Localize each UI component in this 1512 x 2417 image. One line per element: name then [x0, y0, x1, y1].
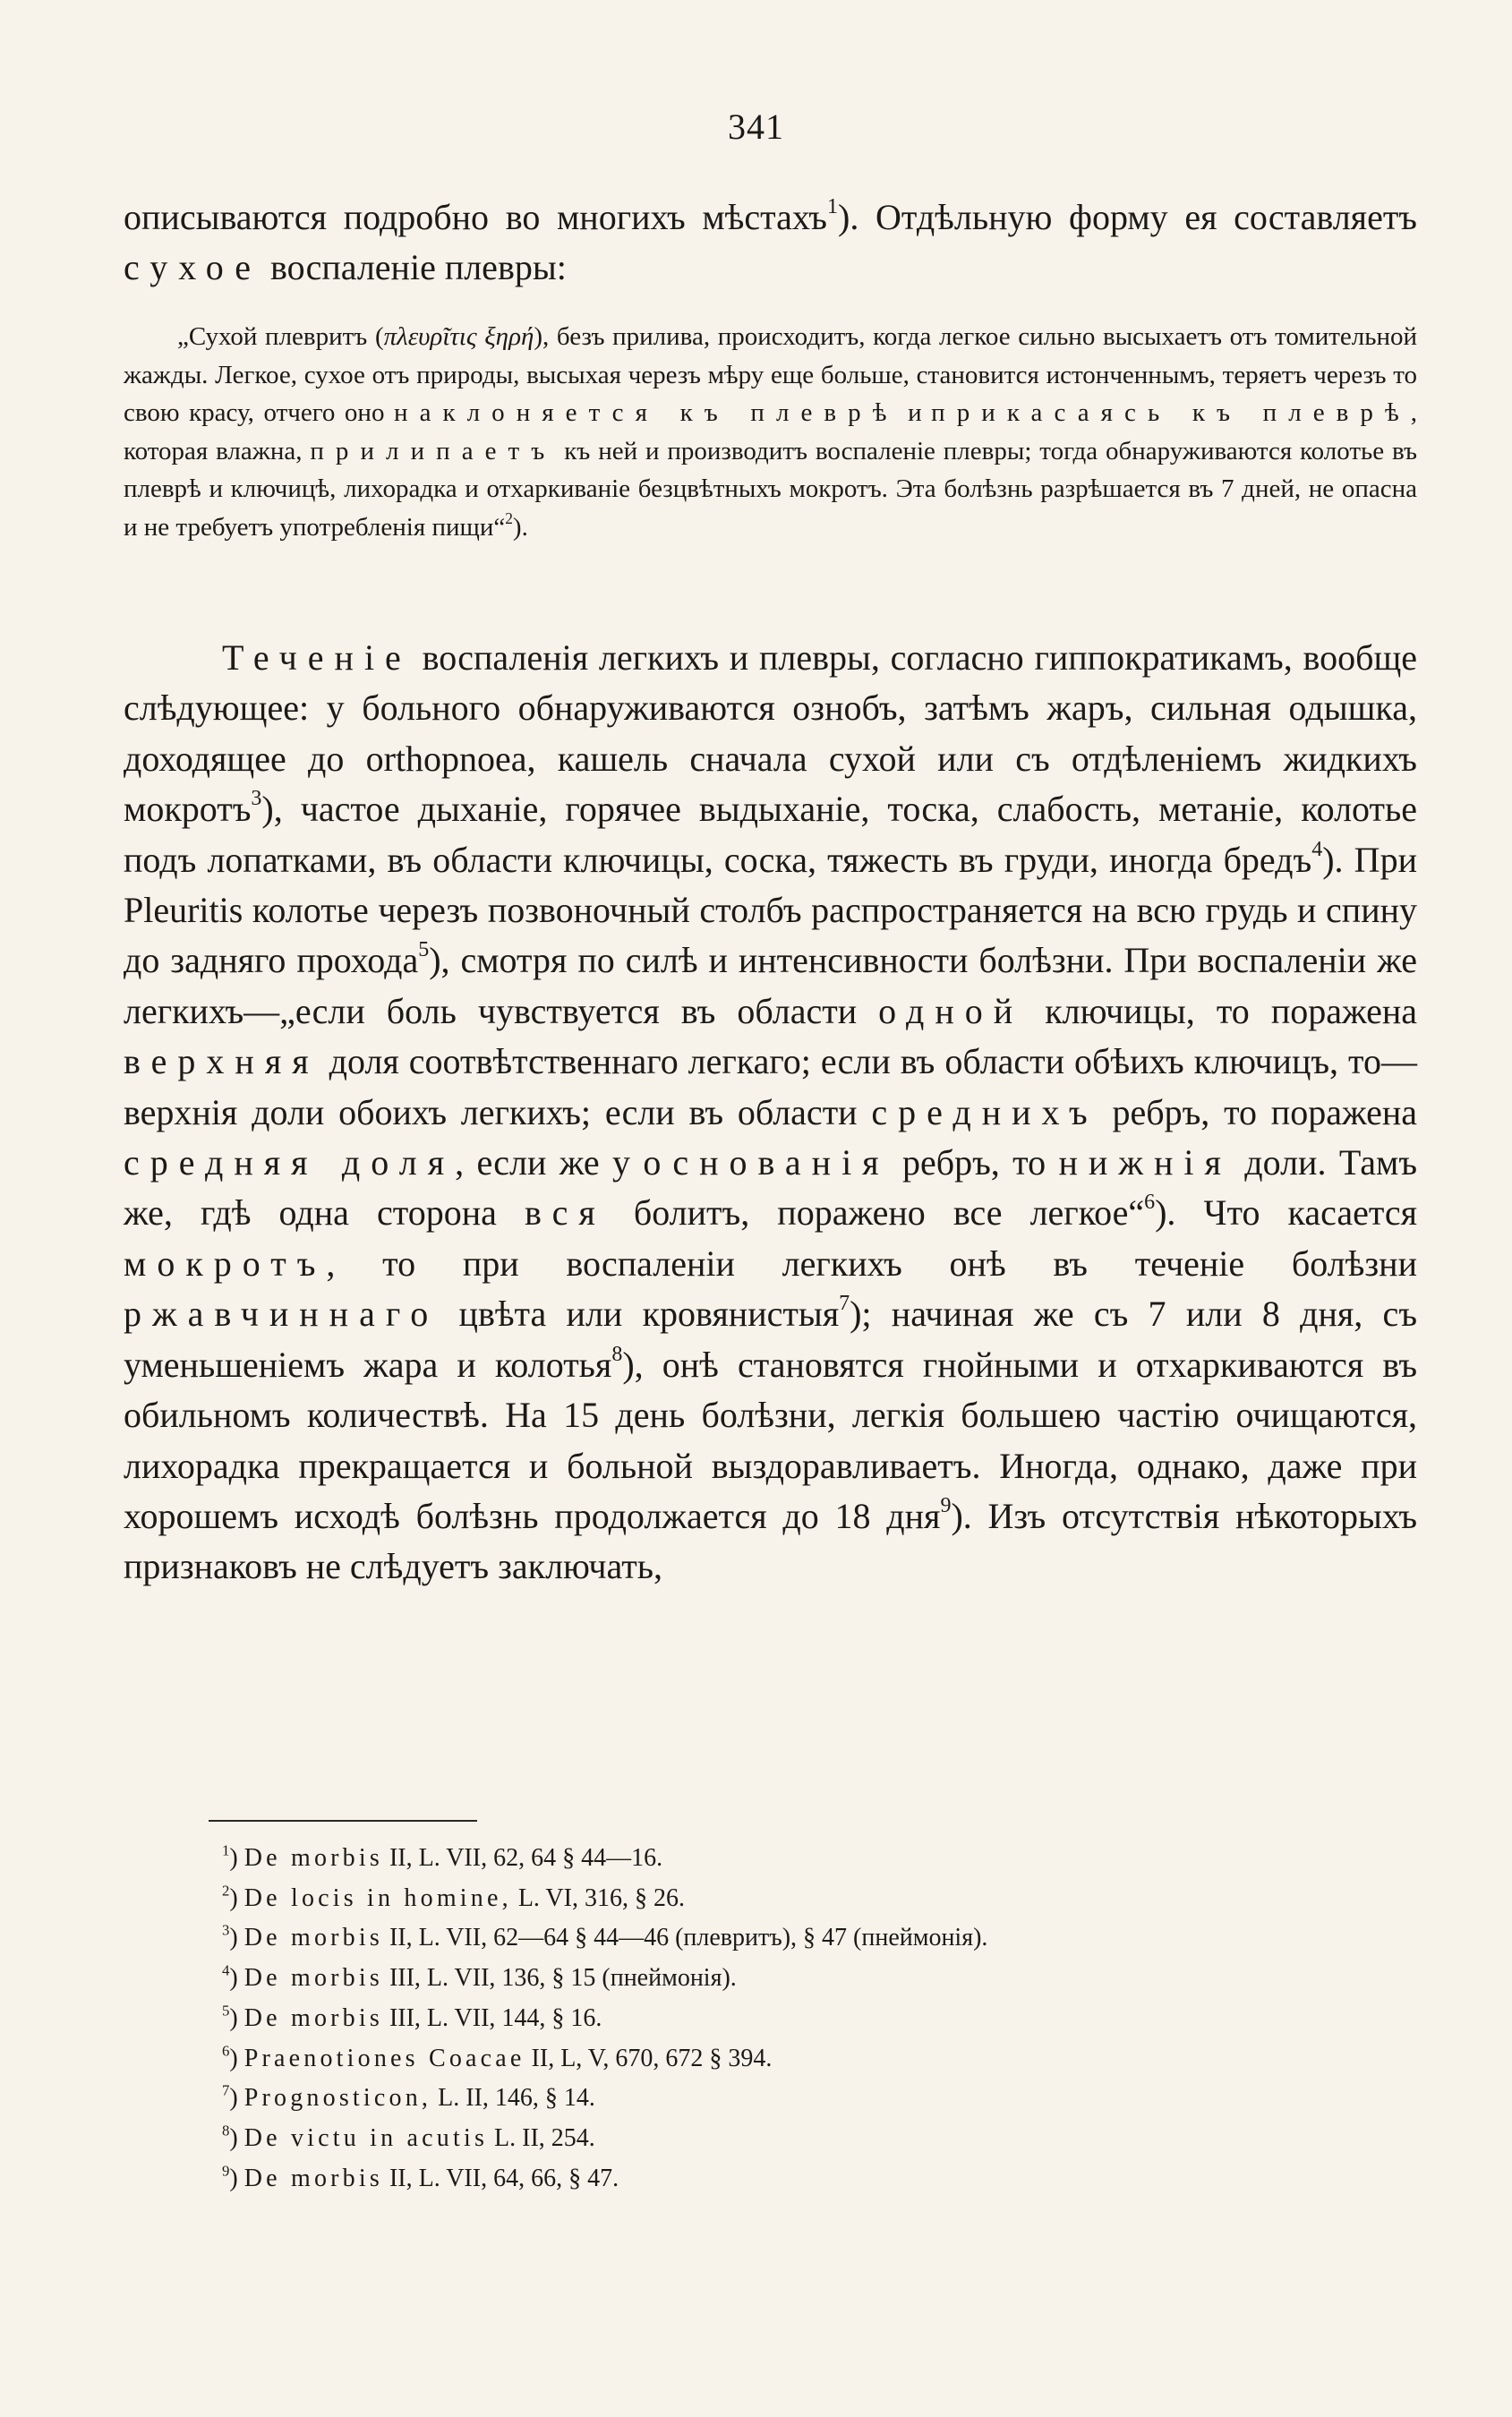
footnote: $^7$) Prognosticon, L. II, 146, § 14.: [222, 2081, 595, 2113]
footnote-mark: 1: [222, 1841, 230, 1859]
footnote: $^2$) De locis in homine, L. VI, 316, § 26.: [222, 1881, 685, 1912]
footnote-ref-text: L. II, 146, § 14.: [438, 2084, 595, 2113]
footnote: $^4$) De morbis III, L. VII, 136, § 15 (пнеймонія).: [222, 1961, 737, 1993]
spaced-emphasis: нижнія: [1058, 1142, 1232, 1183]
footnote-mark: 7: [222, 2081, 230, 2099]
footnote-mark: 5: [222, 2002, 230, 2020]
footnote-mark: 9: [222, 2161, 230, 2179]
spaced-emphasis: прикасаясь къ плеврѣ: [931, 398, 1411, 427]
footnote-divider: [209, 1820, 477, 1822]
footnote-ref: 9: [940, 1493, 952, 1517]
footnote: $^5$) De morbis III, L. VII, 144, § 16.: [222, 2002, 602, 2032]
footnote-ref-text: L. II, 254.: [494, 2123, 595, 2152]
footnote-source: Praenotiones Coacae: [243, 2044, 525, 2072]
footnote: $^6$) Praenotiones Coacae II, L, V, 670, 672 § 394.: [222, 2041, 773, 2072]
footnote-ref: 3: [251, 787, 262, 811]
footnotes: [222, 1839, 1386, 2199]
footnote-ref: 8: [611, 1342, 623, 1366]
footnote-source: De victu in acutis: [243, 2123, 489, 2152]
footnote-ref-text: II, L. VII, 64, 66, § 47.: [389, 2164, 619, 2192]
main-paragraph: Теченіе воспаленія легкихъ и плевры, согласно гиппократикамъ, вообще слѣдующее: у больного обнаруживаются ознобъ, затѣмъ жаръ, сильная одышка, доходящее до orthopnoea, кашель сначала сухой или съ отдѣленіемъ жидкихъ мокротъ$^3$), частое дыханіе, горячее выдыханіе, тоска, слабость, метаніе, колотье подъ лопатками, въ области ключицы, соска, тяжесть въ груди, иногда бредъ$^4$). При Pleuritis колотье черезъ позвоночный столбъ распространяется на всю грудь и спину до задняго прохода$^5$), смотря по силѣ и интенсивности болѣзни. При воспаленіи же легкихъ—„если боль чувствуется въ области одной ключицы, то поражена верхняя доля соотвѣтственнаго легкаго; если въ области обѣихъ ключицъ, то—верхнія доли обоихъ легкихъ; если въ области среднихъ ребръ, то поражена средняя доля, если же у основанія ребръ, то нижнія доли. Тамъ же, гдѣ одна сторона вся болитъ, поражено все легкое“$^6$). Что касается мокротъ, то при воспаленіи легкихъ онѣ въ теченіе болѣзни ржавчиннаго цвѣта или кровянистыя$^7$); начиная же съ 7 или 8 дня, съ уменьшеніемъ жара и колотья$^8$), онѣ становятся гнойными и отхаркиваются въ обильномъ количествѣ. На 15 день болѣзни, легкія большею частію очищаются, лихорадка прекращается и больной выздоравливаетъ. Иногда, однако, даже при хорошемъ исходѣ болѣзнь продолжается до 18 дня$^9$). Изъ отсутствія нѣкоторыхъ признаковъ не слѣдуетъ заключать,: [124, 637, 1418, 1587]
spaced-emphasis: Теченіе: [222, 637, 412, 678]
footnote-source: De locis in homine,: [243, 1883, 512, 1912]
opening-paragraph: описываются подробно во многихъ мѣстахъ$^1$). Отдѣльную форму ея составляетъ сухое воспаленіе плевры:: [124, 195, 1417, 287]
page-number: 341: [728, 107, 784, 147]
footnote-ref: 7: [839, 1292, 850, 1316]
footnote-ref: 5: [418, 938, 430, 962]
footnote-ref-text: III, L. VII, 144, § 16.: [389, 2003, 602, 2032]
footnote-ref: 2: [505, 508, 513, 527]
footnote-source: De morbis: [243, 1844, 383, 1872]
footnote-source: De morbis: [243, 2003, 383, 2032]
block-quote: „Сухой плевритъ (πλευρῖτις ξηρή), безъ прилива, происходитъ, когда легкое сильно высыхаетъ отъ томительной жажды. Легкое, сухое отъ природы, высыхая черезъ мѣру еще больше, становится истонченнымъ, теряетъ черезъ то свою красу, отчего оно наклоняется къ плеврѣ и прикасаясь къ плеврѣ, которая влажна, прилипаетъ къ ней и производитъ воспаленіе плевры; тогда обнаруживаются колотье въ плеврѣ и ключицѣ, лихорадка и отхаркиваніе безцвѣтныхъ мокротъ. Эта болѣзнь разрѣшается въ 7 дней, не опасна и не требуетъ употребленія пищи“$^2$).: [124, 322, 1418, 542]
spaced-emphasis: сухое: [124, 247, 261, 287]
footnote-ref-text: L. VI, 316, § 26.: [517, 1883, 685, 1912]
spaced-emphasis: вся: [524, 1192, 606, 1234]
spaced-emphasis: средняя доля: [124, 1142, 456, 1183]
spaced-emphasis: наклоняется къ плеврѣ: [394, 398, 899, 427]
footnote-mark: 2: [222, 1881, 230, 1899]
footnote-ref: 1: [827, 195, 838, 218]
footnote-ref-text: II, L. VII, 62—64 § 44—46 (плевритъ), § 47 (пнеймонія).: [389, 1924, 988, 1952]
footnote-ref-text: II, L. VII, 62, 64 § 44—16.: [389, 1844, 663, 1872]
spaced-emphasis: основанія: [643, 1142, 890, 1183]
spaced-emphasis: одной: [878, 990, 1024, 1031]
footnote-mark: 3: [222, 1921, 230, 1939]
footnote: $^1$) De morbis II, L. VII, 62, 64 § 44—16.: [222, 1841, 663, 1872]
footnote-mark: 4: [222, 1961, 230, 1979]
spaced-emphasis: прилипаетъ: [310, 436, 557, 465]
footnote: $^3$) De morbis II, L. VII, 62—64 § 44—46 (плевритъ), § 47 (пнеймонія).: [222, 1921, 988, 1952]
footnote: $^8$) De victu in acutis L. II, 254.: [222, 2122, 595, 2152]
footnote-ref-text: III, L. VII, 136, § 15 (пнеймонія).: [389, 1964, 737, 1993]
footnote: $^9$) De morbis II, L. VII, 64, 66, § 47.: [222, 2161, 619, 2192]
footnote-mark: 6: [222, 2041, 230, 2059]
footnote-source: Prognosticon,: [243, 2084, 432, 2113]
footnote-ref: 4: [1311, 837, 1323, 861]
spaced-emphasis: мокротъ: [124, 1243, 327, 1284]
footnote-source: De morbis: [243, 1964, 383, 1993]
spaced-emphasis: ржавчиннаго: [124, 1294, 440, 1335]
footnote-ref-text: II, L, V, 670, 672 § 394.: [531, 2044, 773, 2072]
footnote-ref: 6: [1144, 1191, 1156, 1215]
footnote-mark: 8: [222, 2122, 230, 2139]
greek-term: πλευρῖτις ξηρή: [383, 322, 534, 351]
spaced-emphasis: верхняя: [124, 1041, 320, 1082]
spaced-emphasis: среднихъ: [871, 1091, 1098, 1132]
footnote-source: De morbis: [243, 2164, 383, 2192]
footnote-source: De morbis: [243, 1924, 383, 1952]
